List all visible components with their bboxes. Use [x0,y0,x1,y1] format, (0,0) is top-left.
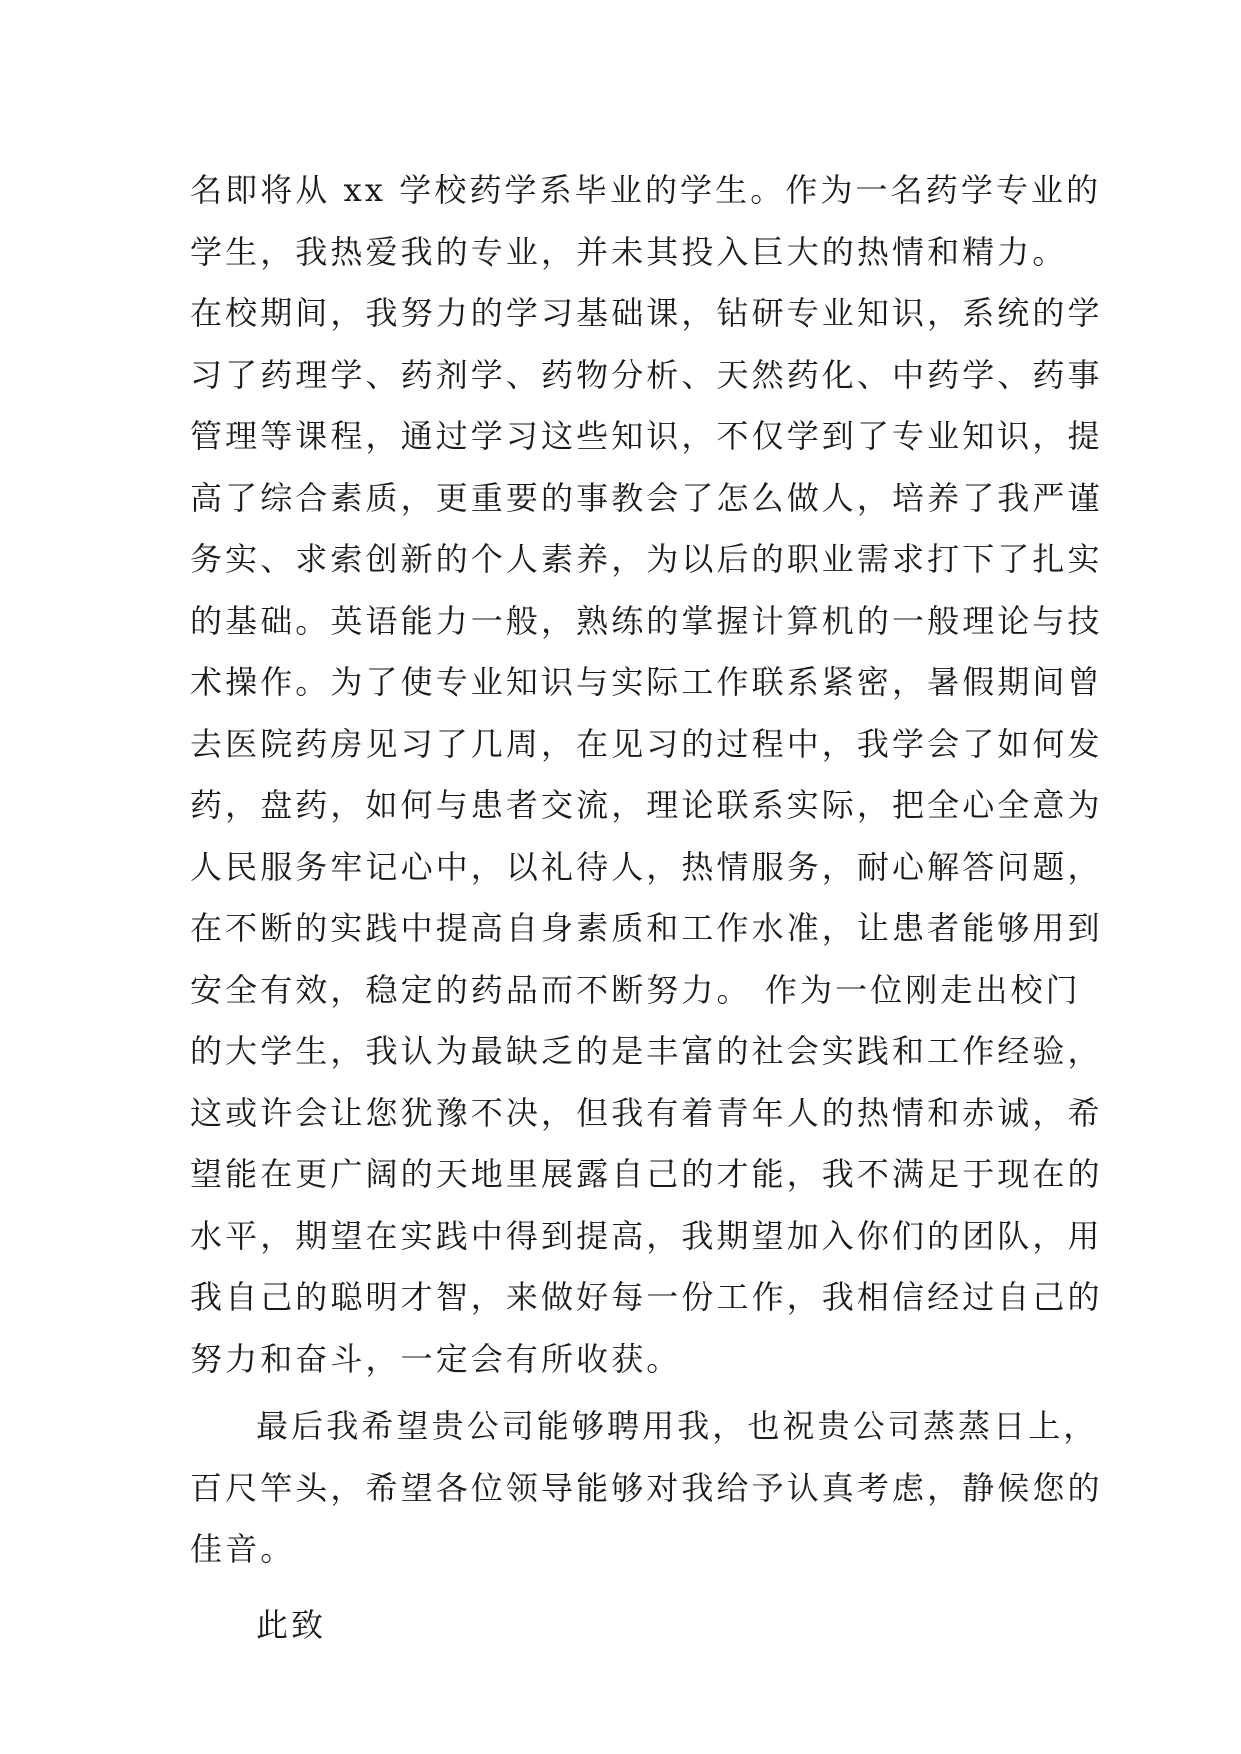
text-line: 水平，期望在实践中得到提高，我期望加入你们的团队，用 [190,1216,1103,1255]
text-line: 的基础。英语能力一般，熟练的掌握计算机的一般理论与技 [190,601,1103,640]
text-line: 高了综合素质，更重要的事教会了怎么做人，培养了我严谨 [190,478,1103,517]
text-line: 学生，我热爱我的专业，并未其投入巨大的热情和精力。 [190,232,1068,271]
paragraph-1 [190,160,1103,1390]
text-line: 望能在更广阔的天地里展露自己的才能，我不满足于现在的 [190,1155,1103,1193]
paragraph-2 [190,1396,1103,1581]
closing-section [190,1595,1070,1657]
text-line: 安全有效，稳定的药品而不断努力。 作为一位刚走出校门 [190,970,1081,1009]
text-line: 佳音。 [190,1530,296,1568]
text-line: 我自己的聪明才智，来做好每一份工作，我相信经过自己的 [190,1278,1103,1316]
text-line: 管理等课程，通过学习这些知识，不仅学到了专业知识，提 [190,417,1103,455]
text-line: 的大学生，我认为最缺乏的是丰富的社会实践和工作经验， [190,1032,1103,1070]
letter-body [190,160,1103,1656]
text-line: 这或许会让您犹豫不决，但我有着青年人的热情和赤诚，希 [190,1093,1103,1132]
text-line: 习了药理学、药剂学、药物分析、天然药化、中药学、药事 [190,355,1103,394]
text-line: 药，盘药，如何与患者交流，理论联系实际，把全心全意为 [190,786,1103,824]
text-line: 在不断的实践中提高自身素质和工作水准，让患者能够用到 [190,909,1103,947]
text-line: 努力和奋斗，一定会有所收获。 [190,1339,682,1378]
text-line: 在校期间，我努力的学习基础课，钻研专业知识，系统的学 [190,294,1103,332]
text-line: 最后我希望贵公司能够聘用我，也祝贵公司蒸蒸日上， [256,1407,1099,1445]
text-line: 人民服务牢记心中，以礼待人，热情服务，耐心解答问题， [190,847,1103,886]
text-line: 术操作。为了使专业知识与实际工作联系紧密，暑假期间曾 [190,663,1103,701]
text-line: 百尺竿头，希望各位领导能够对我给予认真考虑，静候您的 [190,1468,1103,1507]
closing-salutation: 此致 [256,1605,327,1644]
text-line: 务实、求索创新的个人素养，为以后的职业需求打下了扎实 [190,540,1103,578]
text-line: 去医院药房见习了几周，在见习的过程中，我学会了如何发 [190,724,1103,763]
text-line: 名即将从 xx 学校药学系毕业的学生。作为一名药学专业的 [190,171,1102,209]
